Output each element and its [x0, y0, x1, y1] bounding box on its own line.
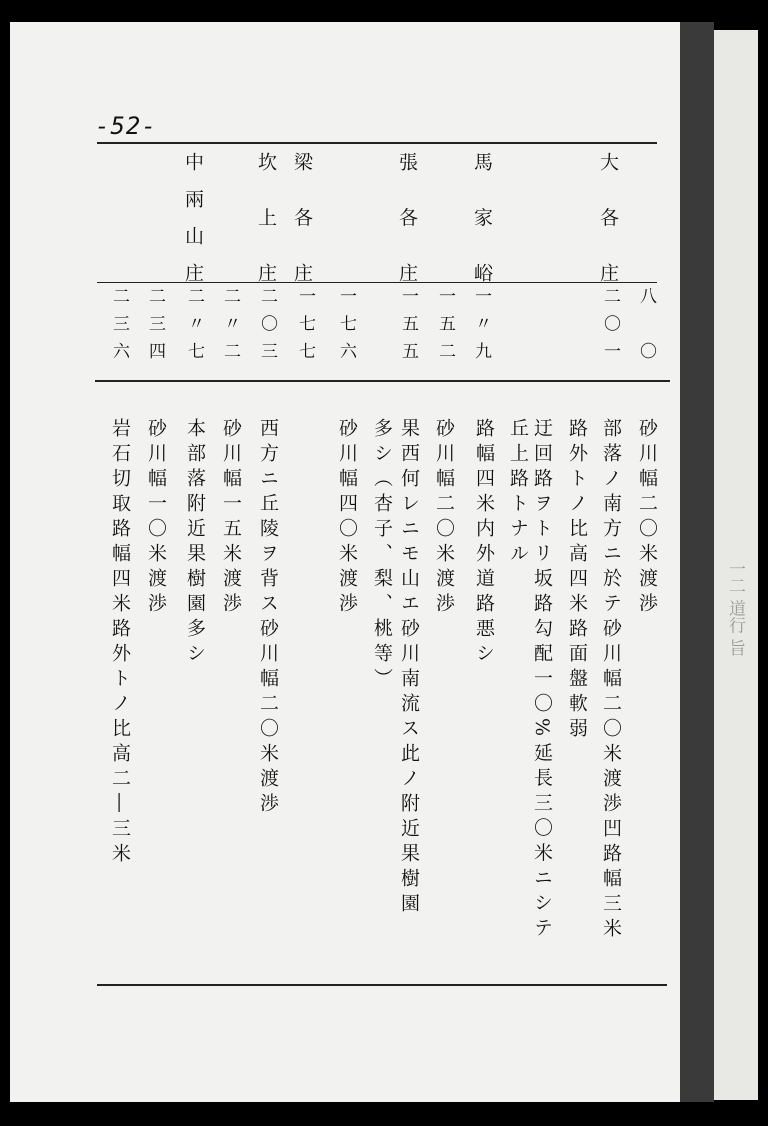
adjacent-page-text: 一二 道行 旨 — [725, 560, 745, 656]
remark-text: 砂川幅一〇米渡渉 — [145, 418, 167, 618]
remark-text: 丘上路トナル — [507, 418, 529, 568]
distance-number: 二〃二 — [220, 287, 240, 359]
place-name: 大各庄 — [597, 152, 619, 282]
section-rule — [95, 380, 670, 382]
remark-text: 砂川幅四〇米渡渉 — [336, 418, 358, 618]
remark-text: 果西何レニモ山エ砂川南流ス此ノ附近果樹園 — [398, 418, 420, 918]
header-rule — [97, 282, 657, 283]
distance-number: 二〃七 — [184, 287, 204, 359]
place-name: 中兩山庄 — [182, 152, 204, 282]
distance-number: 一七七 — [295, 287, 315, 359]
remark-text: 多シ（杏子、梨、桃等） — [371, 418, 393, 693]
distance-number: 八〇 — [636, 287, 656, 359]
distance-number: 二三四 — [145, 287, 165, 359]
distance-number: 一五二 — [435, 287, 455, 359]
remark-text: 路外トノ比高四米路面盤軟弱 — [566, 418, 588, 743]
distance-number: 一七六 — [336, 287, 356, 359]
distance-number: 二〇三 — [257, 287, 277, 359]
place-name: 馬家峪 — [471, 152, 493, 282]
bottom-rule — [97, 984, 667, 986]
distance-number: 一五五 — [398, 287, 418, 359]
remark-text: 砂川幅一五米渡渉 — [220, 418, 242, 618]
place-name: 張各庄 — [396, 152, 418, 282]
remark-text: 砂川幅二〇米渡渉 — [433, 418, 455, 618]
top-rule — [97, 142, 657, 144]
book-spine — [680, 22, 714, 1102]
place-name: 梁各庄 — [291, 152, 313, 282]
remark-text: 砂川幅二〇米渡渉 — [636, 418, 658, 618]
remark-text: 西方ニ丘陵ヲ背ス砂川幅二〇米渡渉 — [257, 418, 279, 818]
remark-text: 本部落附近果樹園多シ — [184, 418, 206, 668]
distance-number: 二三六 — [109, 287, 129, 359]
remark-text: 岩石切取路幅四米路外トノ比高二―三米 — [109, 418, 131, 868]
distance-number: 二〇一 — [600, 287, 620, 359]
remark-text: 路幅四米内外道路悪シ — [473, 418, 495, 668]
remark-text: 部落ノ南方ニ於テ砂川幅二〇米渡渉凹路幅三米 — [600, 418, 622, 943]
page-number: -52- — [95, 112, 157, 140]
remark-text: 迂回路ヲトリ坂路勾配一〇%延長三〇米ニシテ — [531, 418, 553, 943]
distance-number: 一〃九 — [471, 287, 491, 359]
place-name: 坎上庄 — [255, 152, 277, 282]
